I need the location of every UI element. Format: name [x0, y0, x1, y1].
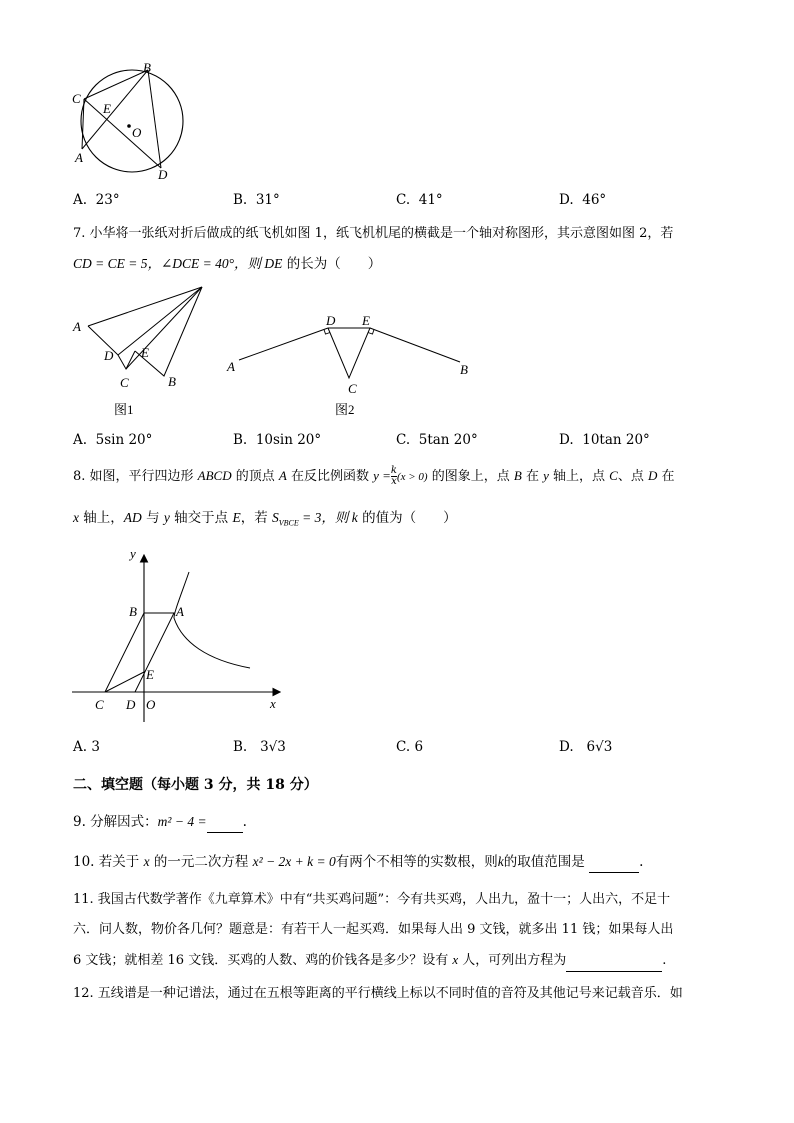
q7-option-c[interactable] — [396, 432, 478, 448]
q8-text: 的图象上，点 — [427, 469, 514, 484]
option-key: A. — [73, 739, 92, 755]
triangle-dce — [328, 328, 370, 378]
q8-point-c: C — [609, 468, 618, 483]
label-a: A — [75, 150, 83, 165]
fig1-label-c: C — [120, 375, 129, 390]
q8-point-a: A — [278, 468, 287, 483]
label-e: E — [103, 101, 111, 116]
option-key: C. — [396, 192, 411, 208]
q8-option-c[interactable] — [396, 739, 423, 755]
option-key: C. — [396, 739, 415, 755]
q7-stem-line1: 7. 小华将一张纸对折后做成的纸飞机如图 1，纸飞机机尾的横截是一个轴对称图形，其示意图如图 2，若 — [73, 226, 674, 241]
q8-text: 的顶点 — [231, 469, 279, 484]
seg-eb — [370, 328, 460, 362]
q7-de: DE — [264, 256, 283, 271]
q8-text: 轴上， — [79, 510, 124, 526]
q11-x: x — [452, 952, 459, 967]
q8-stem-line1 — [73, 466, 674, 487]
q10-text: 的取值范围是 — [503, 854, 590, 870]
q9-stem — [73, 812, 247, 833]
option-value: 41° — [418, 192, 443, 208]
q8-text: 在 — [521, 469, 544, 484]
q11-stem-line2: 六．问人数，物价各几何？题意是：有若干人一起买鸡．如果每人出 9 文钱，就多出 11 钱；如果每人出 — [73, 922, 674, 937]
section-2-heading: 二、填空题（每小题 3 分，共 18 分） — [73, 777, 318, 793]
q8-abcd: ABCD — [197, 468, 232, 483]
q8-coordinate-figure — [62, 540, 292, 730]
q10-text: 10. 若关于 — [73, 854, 144, 870]
q11-stem-line1: 11. 我国古代数学著作《九章算术》中有“共买鸡问题”：今有共买鸡，人出九，盈十一；人出六，不足十 — [73, 892, 671, 907]
q9-answer-blank[interactable] — [207, 812, 243, 833]
plane-fold — [126, 287, 202, 369]
q7-figure-2-cross-section — [222, 308, 484, 420]
q8-ad: AD — [123, 510, 142, 525]
q10-equation: x² − 2x + k = 0 — [252, 854, 336, 869]
fig1-label-d: D — [104, 348, 114, 363]
fig-label-x: x — [270, 696, 276, 711]
fig-label-y: y — [130, 546, 136, 561]
q11-end: . — [662, 953, 667, 968]
label-c: C — [72, 91, 81, 106]
option-key: B. — [233, 192, 248, 208]
q8-area-s: S — [272, 510, 279, 525]
fig-label-a: A — [176, 604, 184, 619]
q8-text: 在反比例函数 — [286, 469, 374, 484]
q9-text: 9. 分解因式： — [73, 814, 158, 830]
q7-option-d[interactable] — [559, 432, 650, 448]
q11-answer-blank[interactable] — [566, 951, 662, 972]
q6-circle-figure — [70, 58, 195, 183]
q8-y: y — [543, 468, 549, 483]
option-value: 3 — [91, 739, 100, 755]
q10-k: k — [497, 854, 504, 869]
option-key: A. — [73, 192, 88, 208]
option-key: D. — [559, 739, 574, 755]
q8-text: 与 — [141, 510, 164, 526]
option-value: 31° — [255, 192, 280, 208]
option-value: 5tan 20° — [418, 432, 478, 448]
option-value: 10sin 20° — [255, 432, 322, 448]
seg-ad — [239, 328, 328, 360]
label-d: D — [158, 167, 168, 182]
segment-ce — [105, 672, 144, 692]
option-value: 6 — [414, 739, 424, 755]
q8-area-value: = 3，则 — [298, 510, 352, 525]
q8-text: 轴上，点 — [548, 469, 610, 484]
fig1-caption: 图1 — [114, 402, 134, 417]
q8-option-b[interactable] — [233, 739, 286, 755]
center-dot — [127, 124, 131, 128]
hyperbola-curve — [174, 572, 250, 668]
q10-x: x — [143, 854, 150, 869]
q7-option-a[interactable] — [73, 432, 152, 448]
q8-text: 8. 如图，平行四边形 — [73, 469, 198, 484]
fig2-label-a: A — [227, 359, 235, 374]
option-key: D. — [559, 432, 574, 448]
q8-option-a[interactable] — [73, 739, 100, 755]
option-key: C. — [396, 432, 411, 448]
q8-area-sub: VBCE — [278, 518, 299, 528]
parallelogram-abcd — [105, 613, 174, 692]
q8-text: ，若 — [240, 510, 273, 526]
fig2-label-b: B — [460, 362, 468, 377]
q8-option-d[interactable] — [559, 739, 612, 755]
option-key: D. — [559, 192, 574, 208]
q7-stem-line2 — [73, 254, 381, 274]
q10-end: . — [639, 854, 644, 870]
q11-text: 人，可列出方程为 — [458, 953, 567, 968]
q7-option-b[interactable] — [233, 432, 321, 448]
q8-text: 轴交于点 — [169, 510, 233, 526]
q12-stem-line1: 12. 五线谱是一种记谱法，通过在五根等距离的平行横线上标以不同时值的音符及其他记号来记载音乐．如 — [73, 986, 683, 1001]
q8-x: x — [73, 510, 79, 525]
q11-stem-line3 — [73, 950, 666, 972]
segment-bd — [148, 70, 161, 168]
q7-figure-1-paper-plane — [68, 280, 218, 420]
option-key: A. — [73, 432, 88, 448]
option-key: B. — [233, 432, 248, 448]
q8-text: 、点 — [617, 469, 648, 484]
circle-o — [81, 70, 183, 172]
option-value: 6√3 — [586, 739, 613, 755]
fig1-label-b: B — [168, 374, 176, 389]
option-value: 10tan 20° — [582, 432, 650, 448]
q10-answer-blank[interactable] — [589, 852, 639, 873]
option-value: 46° — [582, 192, 607, 208]
q7-tail: 的长为（ ） — [282, 256, 382, 272]
q8-func-lhs: y = — [373, 468, 391, 483]
q8-text: 在 — [657, 469, 675, 484]
q8-func-num: k — [390, 465, 397, 476]
label-o: O — [132, 125, 142, 140]
q8-k: k — [351, 510, 358, 525]
q8-func-cond: (x > 0) — [396, 471, 428, 483]
segment-cb — [84, 70, 148, 99]
fig-label-c: C — [95, 697, 104, 712]
q6-option-d[interactable] — [559, 192, 606, 208]
q11-text: 6 文钱；就相差 16 文钱．买鸡的人数、鸡的价钱各是多少？设有 — [73, 953, 453, 968]
option-value: 23° — [95, 192, 120, 208]
q8-y: y — [163, 510, 170, 525]
option-value: 3√3 — [260, 739, 286, 755]
q8-point-b: B — [513, 468, 522, 483]
q8-text: 的值为（ ） — [357, 510, 457, 526]
fig-label-o: O — [146, 697, 156, 712]
fig-label-e: E — [146, 667, 154, 682]
q9-expr: m² − 4 = — [157, 814, 207, 829]
q10-text: 的一元二次方程 — [149, 854, 253, 870]
fig-label-b: B — [129, 604, 137, 619]
fig2-caption: 图2 — [335, 402, 355, 417]
label-b: B — [143, 60, 151, 75]
fig2-label-e: E — [362, 313, 370, 328]
q10-text: 有两个不相等的实数根，则 — [335, 854, 498, 870]
q8-point-e: E — [232, 510, 241, 525]
q10-stem — [73, 852, 643, 873]
fig2-label-d: D — [326, 313, 336, 328]
plane-wing — [135, 287, 202, 376]
option-value: 5sin 20° — [95, 432, 153, 448]
q8-point-d: D — [647, 468, 658, 483]
q6-option-a[interactable] — [73, 192, 120, 208]
q9-end: . — [242, 814, 247, 830]
q6-option-b[interactable] — [233, 192, 280, 208]
q8-stem-line2 — [73, 508, 457, 534]
q6-option-c[interactable] — [396, 192, 443, 208]
q7-given: CD = CE = 5，∠DCE = 40°，则 — [73, 256, 265, 271]
fig1-label-a: A — [73, 319, 81, 334]
option-key: B. — [233, 739, 248, 755]
plane-tail — [118, 351, 135, 369]
fig2-label-c: C — [348, 381, 357, 396]
fig-label-d: D — [126, 697, 136, 712]
fig1-label-e: E — [141, 345, 149, 360]
q8-func-den: x — [391, 476, 397, 487]
